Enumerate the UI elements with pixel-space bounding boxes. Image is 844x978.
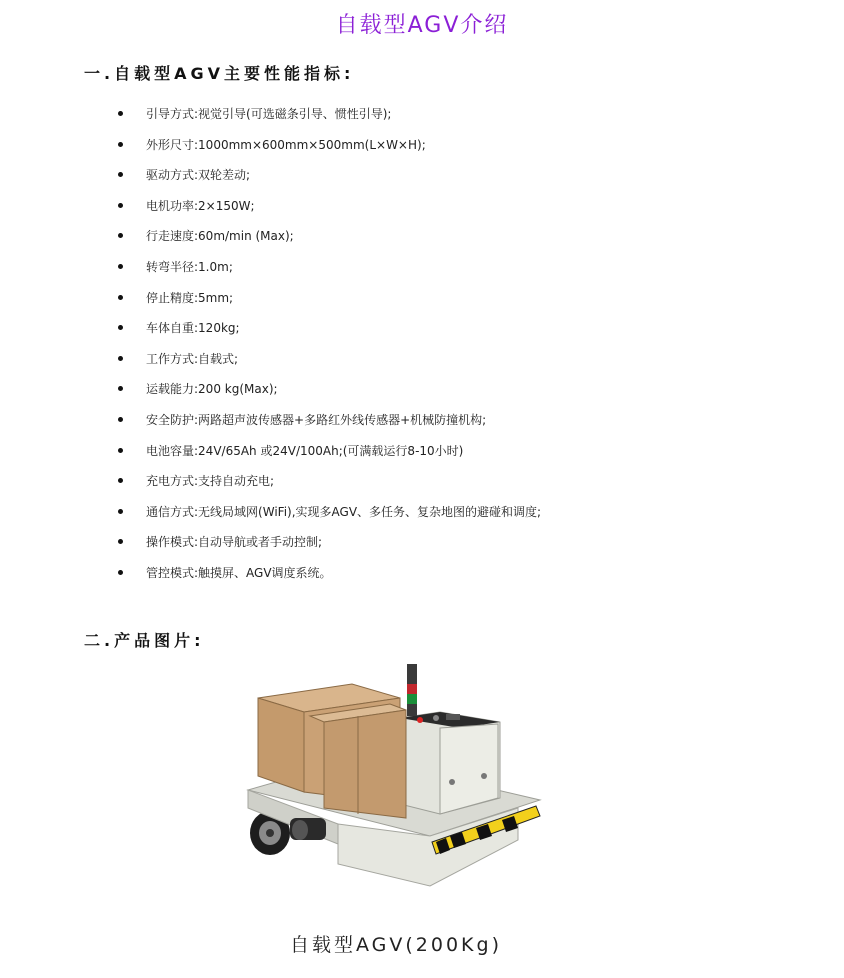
spec-label: 通信方式: <box>146 504 199 519</box>
spec-label: 安全防护: <box>146 412 199 427</box>
bullet-icon <box>118 233 123 238</box>
spec-label: 操作模式: <box>146 535 199 550</box>
spec-value: 1000mm×600mm×500mm(L×W×H); <box>198 137 426 152</box>
spec-label: 行走速度: <box>146 229 199 244</box>
bullet-icon <box>118 539 123 544</box>
bullet-icon <box>118 509 123 514</box>
spec-item <box>118 135 541 166</box>
page-title: 自载型AGV介绍 <box>335 13 509 38</box>
section-heading-specs: 一.自载型AGV主要性能指标: <box>84 64 355 83</box>
spec-value: 自动导航或者手动控制; <box>198 535 323 550</box>
spec-value: 120kg; <box>198 321 240 336</box>
bullet-icon <box>118 203 123 208</box>
spec-label: 停止精度: <box>146 290 199 305</box>
signal-tower-light <box>407 664 417 716</box>
bullet-icon <box>118 325 123 330</box>
spec-value: 5mm; <box>198 290 234 305</box>
spec-item <box>118 502 541 533</box>
bullet-icon <box>118 264 123 269</box>
control-cabinet <box>400 712 500 814</box>
spec-value: 支持自动充电; <box>198 474 275 489</box>
spec-label: 电机功率: <box>146 198 199 213</box>
spec-item <box>118 288 541 319</box>
spec-value: 1.0m; <box>198 259 233 274</box>
spec-label: 电池容量: <box>146 443 199 458</box>
spec-label: 管控模式: <box>146 565 199 580</box>
spec-item <box>118 196 541 227</box>
spec-item <box>118 104 541 135</box>
spec-value: 24V/65Ah 或24V/100Ah;(可满载运行8-10小时) <box>198 443 464 458</box>
spec-value: 200 kg(Max); <box>198 382 278 397</box>
spec-label: 驱动方式: <box>146 168 199 183</box>
spec-item <box>118 532 541 563</box>
spec-value: 两路超声波传感器+多路红外线传感器+机械防撞机构; <box>198 412 487 427</box>
spec-value: 触摸屏、AGV调度系统。 <box>198 565 332 580</box>
bullet-icon <box>118 295 123 300</box>
spec-item <box>118 379 541 410</box>
bullet-icon <box>118 172 123 177</box>
drive-motor <box>290 818 326 840</box>
spec-value: 自载式; <box>198 351 239 366</box>
spec-label: 转弯半径: <box>146 259 199 274</box>
spec-item <box>118 563 541 594</box>
spec-label: 外形尺寸: <box>146 137 199 152</box>
spec-value: 双轮差动; <box>198 168 251 183</box>
spec-item <box>118 441 541 472</box>
agv-product-photo <box>240 658 550 898</box>
section-heading-photo: 二.产品图片: <box>84 631 205 650</box>
spec-item <box>118 226 541 257</box>
bullet-icon <box>118 570 123 575</box>
spec-value: 2×150W; <box>198 198 255 213</box>
spec-list <box>118 104 541 594</box>
spec-value: 无线局域网(WiFi),实现多AGV、多任务、复杂地图的避碰和调度; <box>198 504 542 519</box>
spec-item <box>118 257 541 288</box>
spec-item <box>118 349 541 380</box>
spec-label: 车体自重: <box>146 321 199 336</box>
spec-label: 运载能力: <box>146 382 199 397</box>
spec-label: 引导方式: <box>146 107 199 121</box>
bullet-icon <box>118 448 123 453</box>
spec-item <box>118 165 541 196</box>
spec-value: 视觉引导(可选磁条引导、惯性引导); <box>198 107 392 121</box>
bullet-icon <box>118 478 123 483</box>
bullet-icon <box>118 356 123 361</box>
spec-label: 充电方式: <box>146 474 199 489</box>
spec-label: 工作方式: <box>146 351 199 366</box>
spec-item <box>118 318 541 349</box>
spec-item <box>118 410 541 441</box>
bullet-icon <box>118 142 123 147</box>
spec-value: 60m/min (Max); <box>198 229 294 244</box>
photo-caption: 自载型AGV(200Kg) <box>290 934 502 956</box>
bullet-icon <box>118 111 123 116</box>
bullet-icon <box>118 386 123 391</box>
spec-item <box>118 471 541 502</box>
bullet-icon <box>118 417 123 422</box>
